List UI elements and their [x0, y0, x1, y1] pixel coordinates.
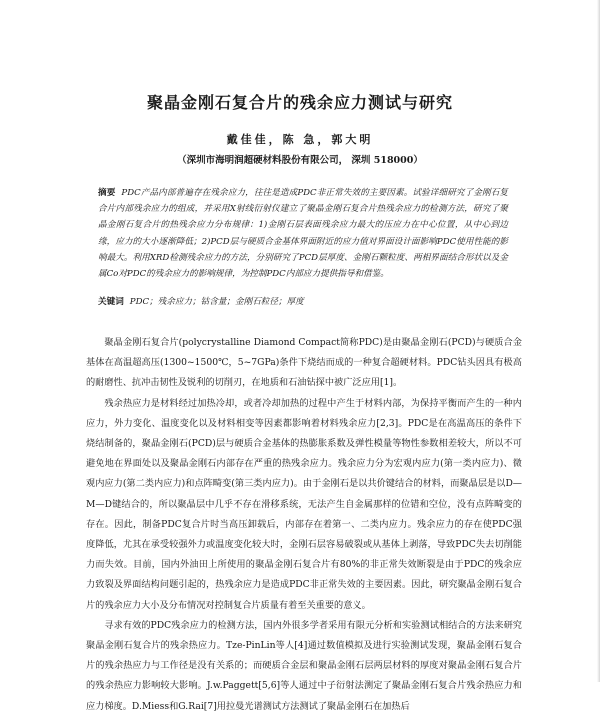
- paper-title: 聚晶金刚石复合片的残余应力测试与研究: [146, 93, 453, 112]
- abstract: [98, 185, 508, 282]
- body-paragraph: 聚晶金刚石复合片(polycrystalline Diamond Compact简称PDC)是由聚晶金刚石(PCD)与硬质合金基体在高温超高压(1300~1500℃，5~7GPa)条件下烧结而成的一种复合超硬材料。PDC钻头因具有极高的耐磨性、抗冲击韧性及锐利的切削刃，在地质和石油钻探中被广泛应用[1]。: [86, 337, 522, 389]
- body-paragraph: 寻求有效的PDC残余应力的检测方法，国内外很多学者采用有限元分析和实验测试相结合的方法来研究聚晶金刚石复合片的残余热应力。Tze-PinLin等人[4]通过数值模拟及进行实验测试发现，聚晶金刚石复合片的残余热应力与工作径是没有关系的；而硬质合金层和聚晶金刚石层两层材料的厚度对聚晶金刚石复合片的残余热应力影响较大影响。J.w.Paggett[5,6]等人通过中子衍射法测定了聚晶金刚石复合片残余热应力和应力梯度。D.Miess和G.Rai[7]用拉曼光谱测试方法测试了聚晶金刚石在加热后: [86, 619, 522, 712]
- author-list: 戴佳佳，陈 急，郭大明: [226, 133, 374, 146]
- keywords: [98, 295, 508, 307]
- keywords-label: 关键词: [98, 297, 124, 307]
- keywords-text: PDC；残余应力；钴含量；金刚石粒径；厚度: [129, 297, 304, 307]
- body-paragraph: 残余热应力是材料经过加热冷却，或者冷却加热的过程中产生于材料内部，为保持平衡而产生的一种内应力，外力变化、温度变化以及材料相变等因素都影响着材料残余应力[2,3]。PDC是在高温高压的条件下烧结制备的，聚晶金刚石(PCD)层与硬质合金基体的热膨胀系数及弹性模量等物性参数相差较大，所以不可避免地在界面处以及聚晶金刚石内部存在严重的热残余应力。残余应力分为宏观内应力(第一类内应力)、微观内应力(第二类内应力)和点阵畸变(第三类内应力)。由于金刚石是以共价键结合的材料，而聚晶层是以D—M—D键结合的，所以聚晶层中几乎不存在滑移系统，无法产生自金属那样的位错和空位，没有点阵畸变的存在。因此，制备PDC复合片时当高压卸载后，内部存在着第一、二类内应力。残余应力的存在使PDC强度降低，尤其在承受较强外力或温度变化较大时，金刚石层容易破裂或从基体上剥落，导致PDC失去切削能力而失效。目前，国内外油田上所使用的聚晶金刚石复合片有80%的非正常失效断裂是由于PDC的残余应力致裂及界面结构问题引起的，热残余应力是造成PDC非正常失效的主要因素。因此，研究聚晶金刚石复合片的残余应力大小及分布情况对控制复合片质量有着至关重要的意义。: [86, 397, 522, 611]
- abstract-label: 摘要: [98, 188, 116, 198]
- author-affiliation: （深圳市海明润超硬材料股份有限公司， 深圳 518000）: [177, 155, 423, 166]
- abstract-text: PDC产品内部普遍存在残余应力，往往是造成PDC非正常失效的主要因素。试验详细研究了金刚石复合片内部残余应力的组成，并采用X射线衍射仪建立了聚晶金刚石复合片热残余应力的检测方法，研究了聚晶金刚石复合片的热残余应力分布规律：1)金刚石层表面残余应力最大的压应力在中心位置，从中心到边缘，应力的大小逐渐降低；2)PCD层与硬质合金基体界面附近的应力值对界面设计面影响PDC使用性能的影响最大。利用XRD检测残余应力的方法，分别研究了PCD层厚度、金刚石颗粒度、两相界面结合形状以及金属Co对PDC的残余应力的影响规律，为控制PDC内部应力提供指导和借鉴。: [98, 188, 508, 280]
- body-text: [86, 333, 522, 717]
